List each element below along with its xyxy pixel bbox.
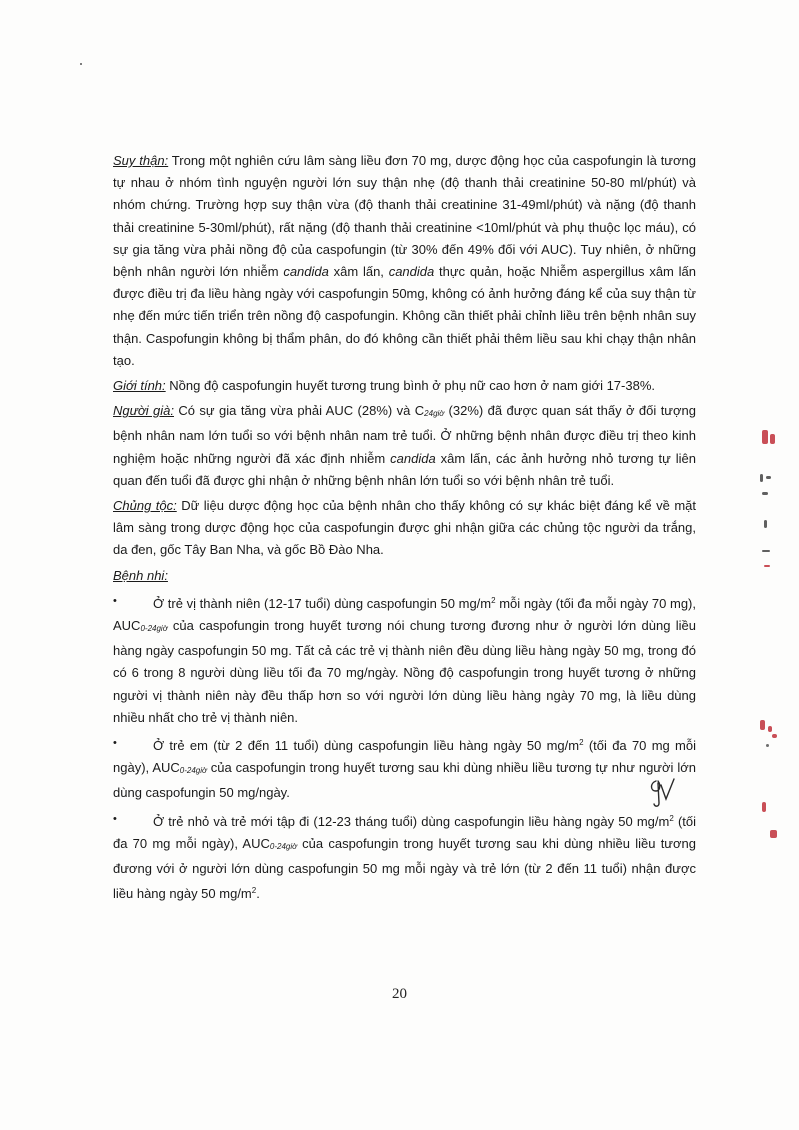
bullet-item-children: • Ở trẻ em (từ 2 đến 11 tuổi) dùng caspofungin liều hàng ngày 50 $mg/m^2$ (tối đa 70 mg mỗi ngày), AUC0-24giờ của caspofungin trong huyết tương sau khi dùng nhiều liều tương tự như người lớn dùng caspofungin 50 mg/ngày. xyxy=(113,732,696,805)
label-renal: Suy thận: xyxy=(113,153,169,168)
bullet-icon: • xyxy=(113,737,117,750)
paragraph-renal: Suy thận: Trong một nghiên cứu lâm sàng liều đơn 70 mg, dược động học của caspofungin là tương tự nhau ở nhóm tình nguyện người lớn suy thận nhẹ (độ thanh thải creatinine 50-80 ml/phút) và nhóm chứng. Trường hợp suy thận vừa (độ thanh thải creatinine 31-49ml/phút) và nặng (độ thanh thải creatinine 5-30ml/phút), rất nặng (độ thanh thải creatinine <10ml/phút và phụ thuộc lọc máu), có sự gia tăng vừa phải nồng độ của caspofungin (từ 30% đến 49% đối với AUC). Tuy nhiên, ở những bệnh nhân người lớn nhiễm candida xâm lấn, candida thực quản, hoặc Nhiễm aspergillus xâm lấn được điều trị đa liều hàng ngày với caspofungin 50mg, không có ảnh hưởng đáng kể của suy thận từ nhẹ đến mức tiến triển trên nồng độ caspofungin. Không cần thiết phải chỉnh liều trên bệnh nhân suy thận. Caspofungin không bị thẩm phân, do đó không cần thiết phải thêm liều sau khi chạy thận nhân tạo. xyxy=(113,153,696,368)
handwritten-initials-mark xyxy=(646,775,680,809)
bullet-icon: • xyxy=(113,594,117,607)
scan-speck xyxy=(80,63,82,65)
paragraph-race: Chủng tộc: Dữ liệu dược động học của bệnh nhân cho thấy không có sự khác biệt đáng kể về mặt lâm sàng trong dược động học của caspofungin được ghi nhận giữa các chủng tộc người da trắng, da đen, gốc Tây Ban Nha, và gốc Bồ Đào Nha. xyxy=(113,498,696,558)
paragraph-pediatric-heading xyxy=(113,565,696,587)
bullet-item-toddlers: • Ở trẻ nhỏ và trẻ mới tập đi (12-23 tháng tuổi) dùng caspofungin liều hàng ngày 50 $mg/m^2$ (tối đa 70 mg mỗi ngày), AUC0-24giờ của caspofungin trong huyết tương sau khi dùng nhiều liều tương đương với ở người lớn dùng caspofungin 50 mg mỗi ngày và trẻ lớn (từ 2 đến 11 tuổi) nhận được liều hàng ngày 50 $mg/m^2$. xyxy=(113,808,696,906)
label-race: Chủng tộc: xyxy=(113,498,177,514)
page-number: 20 xyxy=(392,986,407,1002)
margin-stamp-marks xyxy=(758,430,798,850)
paragraph-gender: Giới tính: Nồng độ caspofungin huyết tương trung bình ở phụ nữ cao hơn ở nam giới 17-38%. xyxy=(113,378,655,394)
label-elderly: Người già: xyxy=(113,403,174,419)
body-text xyxy=(113,150,696,909)
label-gender: Giới tính: xyxy=(113,378,166,394)
bullet-icon: • xyxy=(113,812,117,825)
paragraph-elderly: Người già: Có sự gia tăng vừa phải AUC (28%) và C24giờ (32%) đã được quan sát thấy ở đối tượng bệnh nhân nam lớn tuổi so với bệnh nhân nam trẻ tuổi. Ở những bệnh nhân được điều trị theo kinh nghiệm hoặc những người đã xác định nhiễm candida xâm lấn, các ảnh hưởng nhỏ tương tự liên quan đến tuổi đã được ghi nhận ở những bệnh nhân lớn tuổi so với bệnh nhân trẻ tuổi. xyxy=(113,403,696,488)
bullet-item-adolescents: • Ở trẻ vị thành niên (12-17 tuổi) dùng caspofungin 50 $mg/m^2$ mỗi ngày (tối đa mỗi ngày 70 mg), AUC0-24giờ của caspofungin trong huyết tương nói chung tương đương như ở người lớn dùng liều hàng ngày caspofungin 50 mg. Tất cả các trẻ vị thành niên đều dùng liều hàng ngày 50 mg, trong đó có 6 trong 8 người dùng liều tối đa 70 mg/ngày. Nồng độ caspofungin trong huyết tương ở những người vị thành niên này đều thấp hơn so với người lớn dùng liều hàng ngày 70 mg, là liều dùng nhiều nhất cho trẻ vị thành niên. xyxy=(113,590,696,729)
label-pediatric: Bệnh nhi: xyxy=(113,567,168,583)
